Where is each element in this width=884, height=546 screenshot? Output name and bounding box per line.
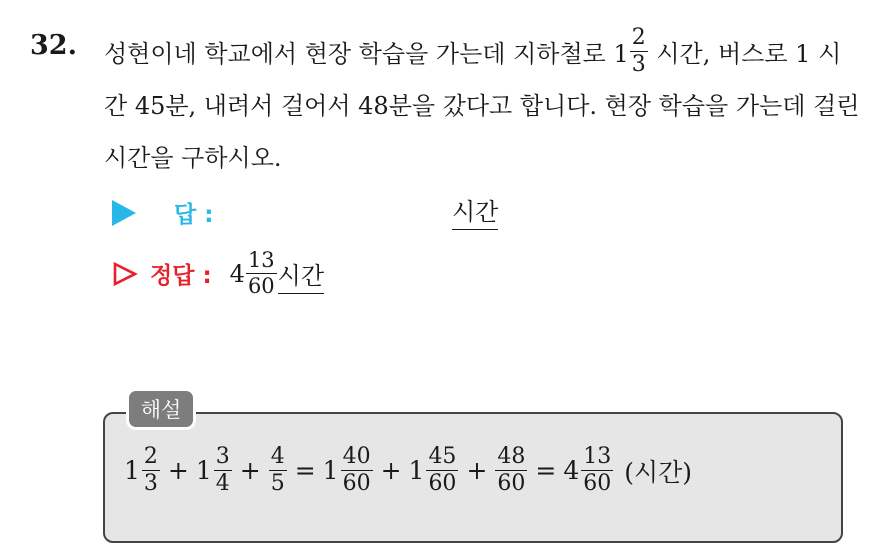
correct-answer-label: 정답 :: [150, 263, 212, 289]
equation-operator: +: [239, 456, 261, 485]
equation-denominator: 5: [270, 471, 285, 496]
question-fraction: [613, 25, 648, 77]
equation-mixed-number: [494, 446, 528, 495]
equation-whole: 1: [322, 456, 339, 485]
equation-fraction: [341, 446, 373, 495]
equation-operator: +: [380, 456, 402, 485]
equation-whole: 4: [563, 456, 580, 485]
question-text-part1: 성현이네 학교에서 현장 학습을 가는데 지하철로: [104, 40, 614, 68]
equation-unit: (시간): [624, 457, 693, 487]
equation-numerator: 4: [270, 444, 285, 469]
question-fraction-whole: 1: [613, 40, 629, 68]
correct-answer-fraction: [246, 250, 277, 297]
equation-denominator: 60: [497, 471, 526, 496]
equation-operator: +: [167, 456, 189, 485]
solution-equation: [124, 446, 692, 495]
equation-numerator: 45: [428, 444, 457, 469]
equation-fraction: [426, 446, 458, 495]
equation-fraction: [495, 446, 527, 495]
question-number: 32.: [30, 30, 77, 61]
equation-numerator: 40: [342, 444, 371, 469]
correct-answer-whole: 4: [229, 259, 245, 288]
play-icon: [112, 200, 136, 226]
equation-mixed-number: [323, 446, 374, 495]
equation-operator: =: [294, 456, 316, 485]
equation-numerator: 2: [143, 444, 158, 469]
question-fraction-denominator: 3: [631, 52, 646, 77]
equation-mixed-number: [268, 446, 288, 495]
equation-fraction: [581, 446, 613, 495]
equation-fraction: [214, 446, 232, 495]
equation-mixed-number: [196, 446, 233, 495]
correct-answer-unit: 시간: [278, 261, 324, 294]
equation-operator: =: [535, 456, 557, 485]
answer-label: 답 :: [174, 202, 214, 228]
equation-denominator: 60: [583, 471, 612, 496]
solution-tab: [126, 388, 196, 430]
equation-denominator: 60: [342, 471, 371, 496]
question-text: [104, 25, 864, 184]
correct-answer-value: [230, 250, 324, 297]
equation-denominator: 3: [143, 471, 158, 496]
play-outline-icon: [112, 261, 138, 287]
equation-denominator: 4: [215, 471, 230, 496]
correct-answer-denominator: 60: [247, 274, 275, 298]
question-fraction-numerator: 2: [631, 25, 646, 50]
correct-answer-numerator: 13: [247, 248, 275, 272]
solution-tab-label: 해설: [140, 398, 182, 422]
question-text-part2: 시간, 버스로 1 시간 45분, 내려서 걸어서 48분을 갔다고 합니다. 현장 학습을 가는데 걸린 시간을 구하시오.: [104, 40, 860, 172]
equation-mixed-number: [124, 446, 161, 495]
equation-whole: 1: [408, 456, 425, 485]
correct-answer-row: [112, 250, 324, 297]
answer-row: [112, 196, 213, 229]
equation-whole: 1: [195, 456, 212, 485]
equation-fraction: [269, 446, 287, 495]
equation-fraction: [142, 446, 160, 495]
equation-mixed-number: [409, 446, 460, 495]
equation-numerator: 3: [215, 444, 230, 469]
equation-operator: +: [466, 456, 488, 485]
equation-whole: 1: [124, 456, 140, 485]
equation-mixed-number: [563, 446, 614, 495]
answer-unit[interactable]: 시간: [452, 197, 498, 230]
equation-denominator: 60: [428, 471, 457, 496]
equation-numerator: 13: [583, 444, 612, 469]
equation-numerator: 48: [497, 444, 526, 469]
